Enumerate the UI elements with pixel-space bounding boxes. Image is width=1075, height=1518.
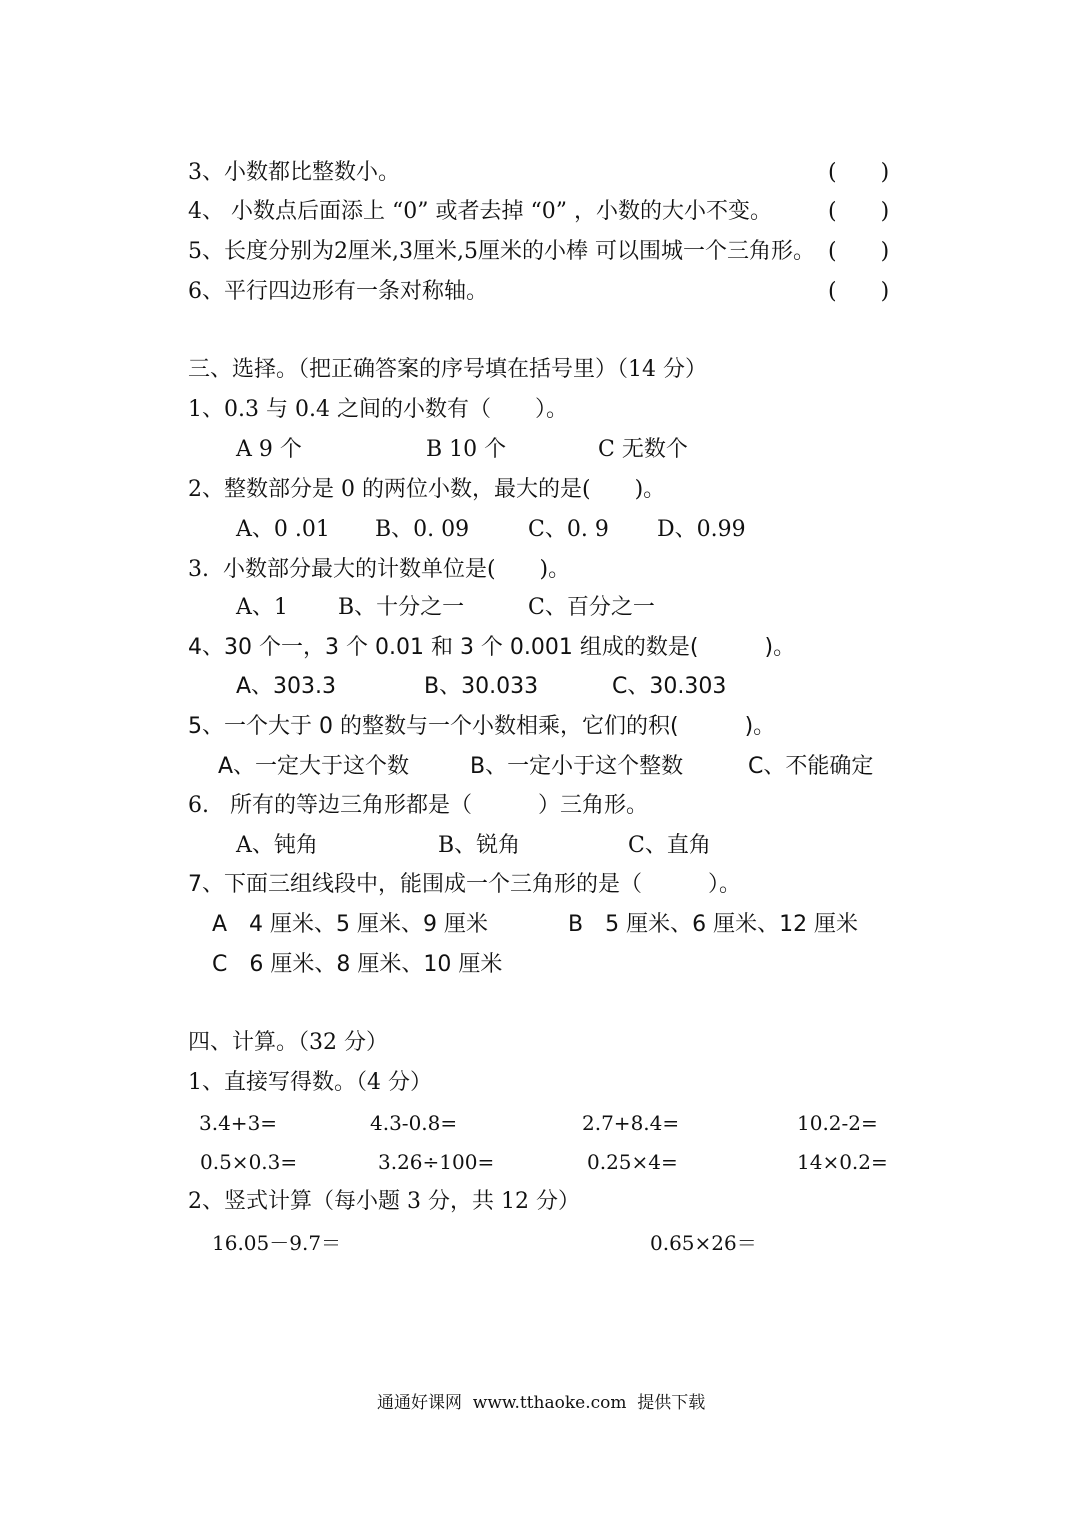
choice-q3-option-c[interactable]: C、百分之一 [528, 595, 655, 620]
calc-problem: 4.3-0.8= [370, 1111, 458, 1135]
choice-q2-option-d[interactable]: D、0.99 [657, 517, 746, 542]
choice-q4-option-b[interactable]: B、30.033 [424, 674, 539, 699]
answer-parentheses[interactable]: ( ) [828, 239, 890, 264]
calc-problem: 3.26÷100= [378, 1150, 495, 1174]
choice-q6-stem: 6. 所有的等边三角形都是（ ）三角形。 [188, 793, 648, 818]
choice-q4-stem: 4、30 个一，3 个 0.01 和 3 个 0.001 组成的数是( )。 [188, 635, 796, 660]
choice-q3-option-b[interactable]: B、十分之一 [338, 595, 465, 620]
calc-problem: 0.5×0.3= [200, 1150, 298, 1174]
judge-item-3: 3、小数都比整数小。 [188, 160, 400, 185]
choice-q3-stem: 3. 小数部分最大的计数单位是( )。 [188, 557, 571, 582]
choice-q5-option-b[interactable]: B、一定小于这个整数 [470, 754, 684, 779]
choice-q4-option-a[interactable]: A、303.3 [236, 674, 337, 699]
section-title-choice: 三、选择。（把正确答案的序号填在括号里）（14 分） [188, 357, 707, 382]
choice-q2-option-a[interactable]: A、0 .01 [236, 517, 330, 542]
choice-q4-option-c[interactable]: C、30.303 [612, 674, 727, 699]
choice-q1-option-a[interactable]: A 9 个 [236, 437, 302, 462]
section-title-calc: 四、计算。（32 分） [188, 1030, 388, 1055]
choice-q5-option-c[interactable]: C、不能确定 [748, 754, 874, 779]
choice-q3-option-a[interactable]: A、1 [236, 595, 288, 620]
choice-q6-option-c[interactable]: C、直角 [628, 833, 711, 858]
vertical-calc-problem: 16.05－9.7＝ [212, 1231, 342, 1255]
choice-q2-stem: 2、整数部分是 0 的两位小数，最大的是( )。 [188, 477, 666, 502]
choice-q2-option-b[interactable]: B、0. 09 [375, 517, 470, 542]
calc-problem: 0.25×4= [587, 1150, 678, 1174]
choice-q6-option-a[interactable]: A、钝角 [236, 833, 318, 858]
calc-sub2-title: 2、竖式计算（每小题 3 分，共 12 分） [188, 1189, 580, 1214]
calc-problem: 3.4+3= [199, 1111, 278, 1135]
vertical-calc-problem: 0.65×26＝ [650, 1231, 757, 1255]
choice-q7-option-a[interactable]: A 4 厘米、5 厘米、9 厘米 [212, 912, 489, 937]
choice-q2-option-c[interactable]: C、0. 9 [528, 517, 609, 542]
calc-problem: 10.2-2= [797, 1111, 878, 1135]
choice-q7-option-c[interactable]: C 6 厘米、8 厘米、10 厘米 [212, 952, 503, 977]
calc-sub1-title: 1、直接写得数。（4 分） [188, 1070, 432, 1095]
judge-item-5: 5、长度分别为2厘米,3厘米,5厘米的小棒 可以围城一个三角形。 [188, 239, 815, 264]
answer-parentheses[interactable]: ( ) [828, 160, 890, 185]
footer-source: 通通好课网 www.tthaoke.com 提供下载 [377, 1393, 706, 1413]
answer-parentheses[interactable]: ( ) [828, 279, 890, 304]
calc-problem: 14×0.2= [797, 1150, 888, 1174]
answer-parentheses[interactable]: ( ) [828, 199, 890, 224]
choice-q1-option-b[interactable]: B 10 个 [426, 437, 507, 462]
choice-q7-stem: 7、下面三组线段中，能围成一个三角形的是（ ）。 [188, 872, 741, 897]
judge-item-4: 4、 小数点后面添上 “0” 或者去掉 “0” ，小数的大小不变。 [188, 199, 772, 224]
calc-problem: 2.7+8.4= [582, 1111, 680, 1135]
choice-q5-stem: 5、一个大于 0 的整数与一个小数相乘，它们的积( )。 [188, 714, 776, 739]
judge-item-6: 6、平行四边形有一条对称轴。 [188, 279, 488, 304]
choice-q1-option-c[interactable]: C 无数个 [598, 437, 688, 462]
choice-q6-option-b[interactable]: B、锐角 [438, 833, 521, 858]
choice-q5-option-a[interactable]: A、一定大于这个数 [218, 754, 410, 779]
choice-q7-option-b[interactable]: B 5 厘米、6 厘米、12 厘米 [568, 912, 859, 937]
choice-q1-stem: 1、0.3 与 0.4 之间的小数有（ ）。 [188, 397, 568, 422]
